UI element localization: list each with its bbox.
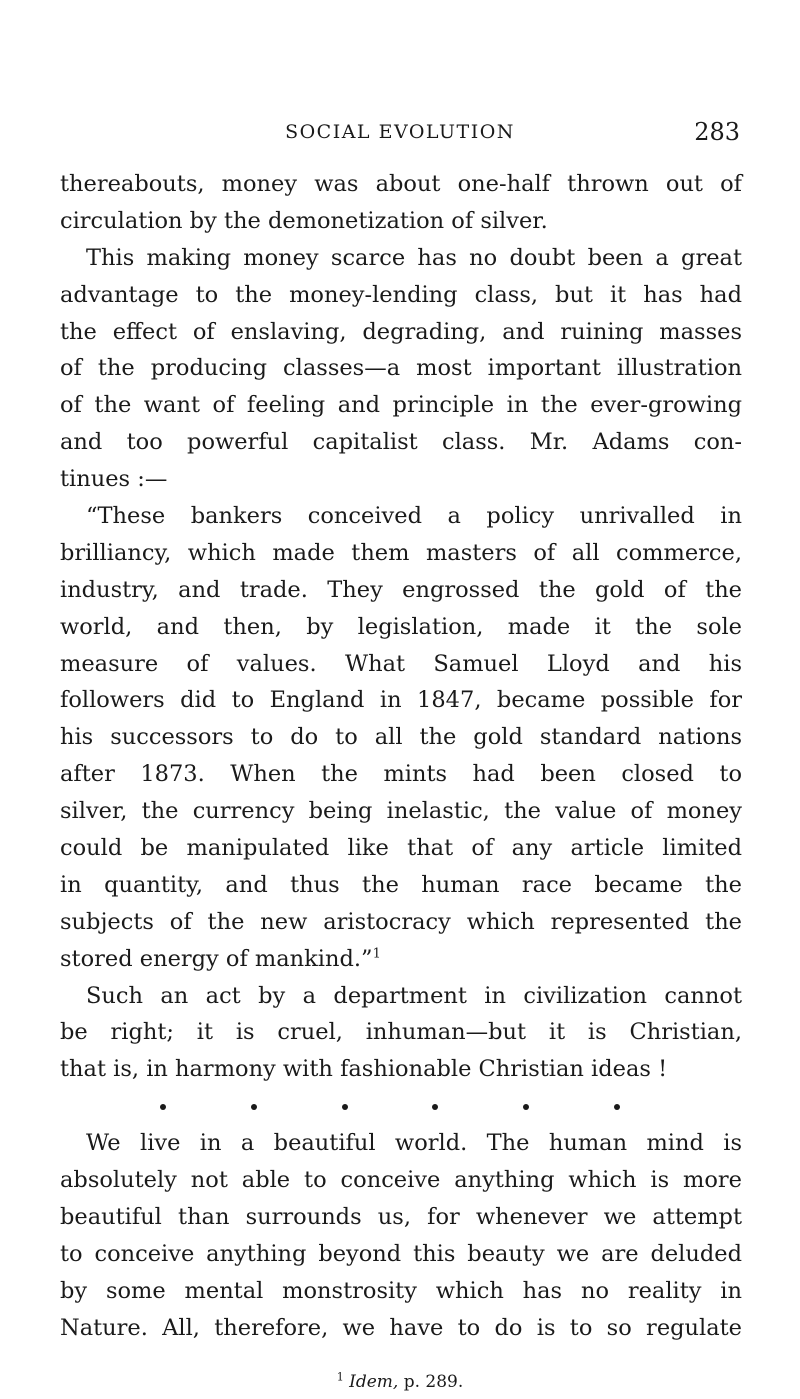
text-line: This making money scarce has no doubt been a great <box>86 244 742 271</box>
text-line: could be manipulated like that of any article limited <box>60 835 742 862</box>
footnote-marker: 1 <box>336 1370 344 1384</box>
text-line: industry, and trade. They engrossed the gold of the <box>60 576 742 603</box>
text-line: the effect of enslaving, degrading, and ruining masses <box>60 318 742 345</box>
text-line: circulation by the demonetization of silver. <box>60 207 548 234</box>
text-line: to conceive anything beyond this beauty we are deluded <box>60 1240 742 1267</box>
text-line: his successors to do to all the gold standard nations <box>60 724 742 751</box>
body-text <box>60 166 742 1347</box>
footnote-page: p. 289. <box>403 1372 464 1392</box>
running-head <box>60 117 740 147</box>
text-line: that is, in harmony with fashionable Christian ideas ! <box>60 1056 668 1083</box>
text-line: world, and then, by legislation, made it the sole <box>60 613 742 640</box>
text-line: silver, the currency being inelastic, the value of money <box>60 798 742 825</box>
ellipsis-dot <box>251 1104 257 1110</box>
text-line: of the want of feeling and principle in the ever-growing <box>60 392 742 419</box>
ellipsis-dot <box>432 1104 438 1110</box>
text-line: by some mental monstrosity which has no reality in <box>60 1277 742 1304</box>
text-line: followers did to England in 1847, became possible for <box>60 687 742 714</box>
text-line-with-footnote <box>60 941 742 978</box>
text-line: of the producing classes—a most important illustration <box>60 355 742 382</box>
ellipsis-dot <box>342 1104 348 1110</box>
footnote-source: Idem, <box>349 1372 399 1392</box>
running-title: SOCIAL EVOLUTION <box>285 121 515 143</box>
page-number: 283 <box>694 118 740 146</box>
text-line: stored energy of mankind.” <box>60 945 373 972</box>
text-line: after 1873. When the mints had been closed to <box>60 761 742 788</box>
ellipsis-dot <box>614 1104 620 1110</box>
text-line: Such an act by a department in civilization cannot <box>86 982 742 1009</box>
text-line: tinues :— <box>60 466 168 493</box>
text-line: Nature. All, therefore, we have to do is to so regulate <box>60 1314 742 1341</box>
text-line: and too powerful capitalist class. Mr. Adams con- <box>60 429 742 456</box>
text-line: advantage to the money-lending class, but it has had <box>60 281 742 308</box>
text-line: absolutely not able to conceive anything which is more <box>60 1167 742 1194</box>
text-line: measure of values. What Samuel Lloyd and his <box>60 650 742 677</box>
text-line: “These bankers conceived a policy unrivalled in <box>86 503 742 530</box>
text-line: thereabouts, money was about one-half thrown out of <box>60 171 742 197</box>
section-break-dots <box>160 1088 620 1125</box>
text-line: We live in a beautiful world. The human mind is <box>86 1130 742 1157</box>
ellipsis-dot <box>160 1104 166 1110</box>
text-line: brilliancy, which made them masters of all commerce, <box>60 539 742 566</box>
text-line: beautiful than surrounds us, for whenever we attempt <box>60 1203 742 1230</box>
text-line: subjects of the new aristocracy which represented the <box>60 908 742 935</box>
text-line: be right; it is cruel, inhuman—but it is Christian, <box>60 1019 742 1046</box>
footnote <box>0 1371 800 1393</box>
text-line: in quantity, and thus the human race became the <box>60 871 742 898</box>
footnote-reference: 1 <box>372 946 381 962</box>
ellipsis-dot <box>523 1104 529 1110</box>
